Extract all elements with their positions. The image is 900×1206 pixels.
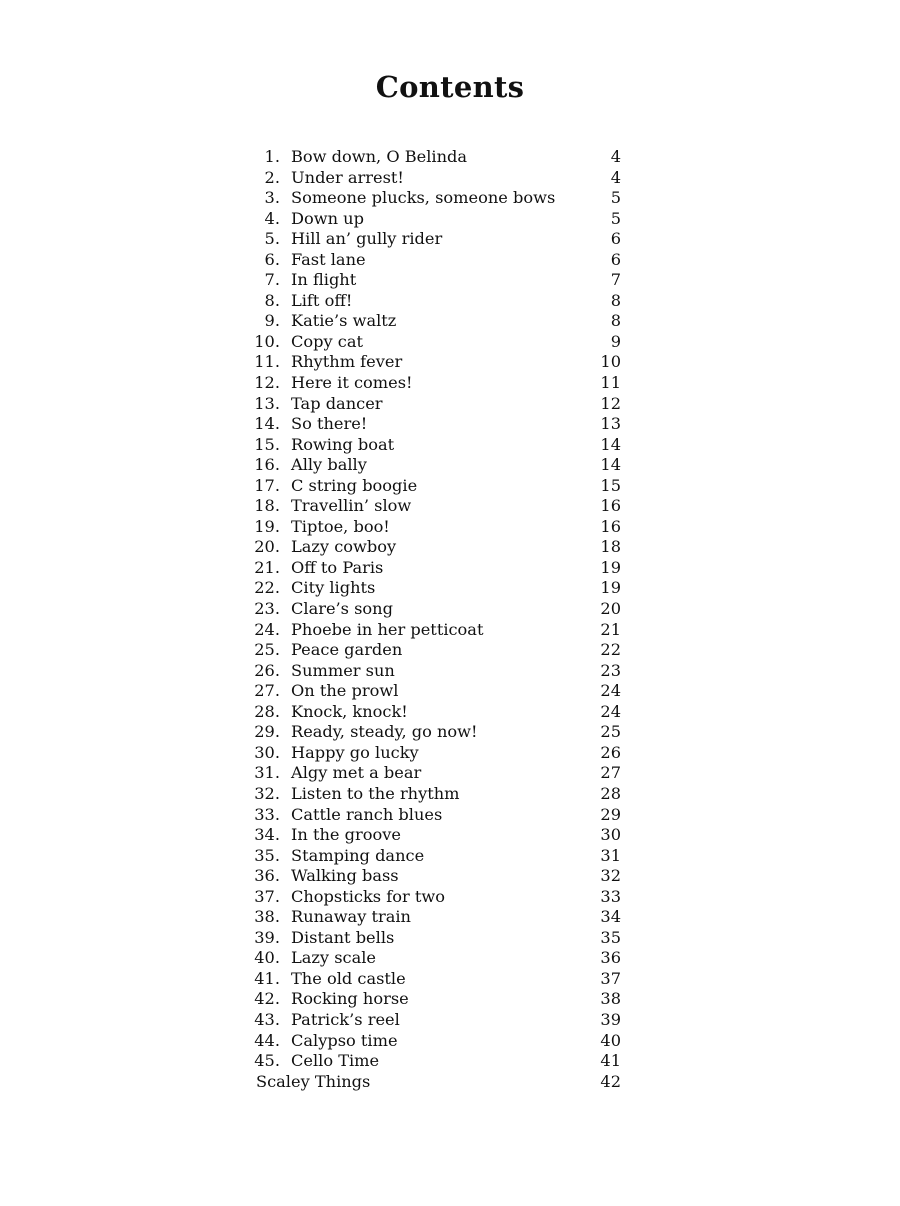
toc-entry-title: In the groove [291, 825, 401, 845]
toc-entry [254, 948, 624, 969]
toc-entry [254, 435, 624, 456]
toc-entry-title: The old castle [291, 968, 406, 988]
toc-entry-page: 18 [600, 537, 621, 557]
toc-entry-title: Someone plucks, someone bows [291, 188, 556, 208]
toc-entry-title: Phoebe in her petticoat [291, 619, 484, 639]
toc-entry-page: 28 [600, 783, 621, 803]
toc-entry [254, 763, 624, 784]
toc-entry [254, 209, 624, 230]
toc-entry-page: 5 [610, 188, 621, 208]
toc-entry-page: 29 [600, 804, 621, 824]
toc-entry-title: So there! [291, 414, 368, 434]
toc-entry-title: Ready, steady, go now! [291, 722, 478, 742]
toc-entry-page: 22 [600, 640, 621, 660]
toc-entry-title: City lights [291, 578, 376, 598]
toc-entry-number: 8. [264, 290, 280, 310]
toc-entry-title: Travellin’ slow [291, 496, 412, 516]
toc-entry-title: Listen to the rhythm [291, 783, 460, 803]
toc-entry-title: Summer sun [291, 660, 395, 680]
toc-entry-page: 4 [610, 167, 621, 187]
toc-entry-page: 31 [600, 845, 621, 865]
toc-entry-number: 24. [254, 619, 280, 639]
toc-entry-page: 19 [600, 578, 621, 598]
toc-entry [254, 455, 624, 476]
toc-entry-page: 30 [600, 825, 621, 845]
toc-entry-number: 10. [254, 331, 280, 351]
page-title: Contents [375, 70, 525, 104]
toc-entry-title: Runaway train [291, 907, 411, 927]
toc-entry-number: 45. [254, 1051, 280, 1071]
toc-entry-number: 4. [264, 208, 280, 228]
toc-entry-page: 32 [600, 866, 621, 886]
toc-entry-number: 5. [264, 229, 280, 249]
toc-entry-number: 29. [254, 722, 280, 742]
toc-entry-page: 16 [600, 496, 621, 516]
toc-entry-page: 8 [610, 290, 621, 310]
toc-entry-title: Distant bells [291, 927, 395, 947]
toc-entry-page: 14 [600, 455, 621, 475]
toc-entry-title: Down up [291, 208, 364, 228]
contents-list [254, 147, 624, 1092]
toc-entry-title: In flight [291, 270, 357, 290]
toc-entry [254, 476, 624, 497]
toc-entry-number: 36. [254, 866, 280, 886]
toc-entry-page: 10 [600, 352, 621, 372]
toc-entry [254, 558, 624, 579]
toc-entry [254, 578, 624, 599]
toc-entry-page: 14 [600, 434, 621, 454]
toc-entry-page: 24 [600, 681, 621, 701]
toc-entry-title: On the prowl [291, 681, 399, 701]
toc-entry-page: 13 [600, 414, 621, 434]
toc-entry-page: 16 [600, 516, 621, 536]
toc-entry-number: 20. [254, 537, 280, 557]
toc-entry [254, 291, 624, 312]
toc-entry-title: Walking bass [291, 866, 399, 886]
toc-entry [254, 414, 624, 435]
toc-entry-page: 5 [610, 208, 621, 228]
toc-entry-page: 27 [600, 763, 621, 783]
toc-entry [254, 620, 624, 641]
toc-entry [254, 270, 624, 291]
toc-entry [254, 537, 624, 558]
toc-entry-title: Peace garden [291, 640, 403, 660]
toc-entry-number: 25. [254, 640, 280, 660]
toc-entry-page: 7 [610, 270, 621, 290]
toc-entry-page: 33 [600, 886, 621, 906]
toc-entry [254, 1031, 624, 1052]
toc-entry [254, 805, 624, 826]
toc-entry-page: 34 [600, 907, 621, 927]
toc-entry-number: 16. [254, 455, 280, 475]
toc-entry [254, 311, 624, 332]
toc-entry-title: Knock, knock! [291, 701, 408, 721]
toc-entry-title: Algy met a bear [291, 763, 422, 783]
toc-entry-page: 35 [600, 927, 621, 947]
toc-entry-number: 6. [264, 249, 280, 269]
toc-entry-page: 21 [600, 619, 621, 639]
toc-entry-appendix [254, 1072, 624, 1093]
toc-entry-number: 22. [254, 578, 280, 598]
toc-entry [254, 907, 624, 928]
toc-entry-title: Lazy scale [291, 948, 377, 968]
toc-entry-number: 17. [254, 475, 280, 495]
toc-entry-title: Fast lane [291, 249, 366, 269]
toc-entry-page: 23 [600, 660, 621, 680]
toc-entry-number: 11. [254, 352, 280, 372]
toc-entry-title: Stamping dance [291, 845, 425, 865]
toc-entry-title: Tiptoe, boo! [291, 516, 390, 536]
toc-entry-page: 36 [600, 948, 621, 968]
toc-entry [254, 866, 624, 887]
toc-entry-title: C string boogie [291, 475, 418, 495]
toc-entry-page: 19 [600, 557, 621, 577]
toc-entry-title: Tap dancer [291, 393, 383, 413]
toc-entry-number: 37. [254, 886, 280, 906]
toc-entry [254, 599, 624, 620]
toc-entry-number: 21. [254, 557, 280, 577]
toc-entry-number: 44. [254, 1030, 280, 1050]
toc-entry-title: Chopsticks for two [291, 886, 445, 906]
toc-entry-title: Ally bally [291, 455, 367, 475]
toc-entry [254, 373, 624, 394]
toc-entry-number: 27. [254, 681, 280, 701]
toc-entry [254, 517, 624, 538]
toc-entry-number: 40. [254, 948, 280, 968]
toc-entry-number: 9. [264, 311, 280, 331]
toc-entry-title: Here it comes! [291, 373, 413, 393]
toc-entry-number: 42. [254, 989, 280, 1009]
toc-entry-page: 38 [600, 989, 621, 1009]
toc-entry [254, 702, 624, 723]
toc-entry-page: 20 [600, 599, 621, 619]
toc-entry-title: Scaley Things [256, 1071, 371, 1091]
toc-entry-page: 41 [600, 1051, 621, 1071]
toc-entry-page: 9 [610, 331, 621, 351]
toc-entry-number: 23. [254, 599, 280, 619]
toc-entry [254, 168, 624, 189]
toc-entry-number: 31. [254, 763, 280, 783]
toc-entry-number: 33. [254, 804, 280, 824]
toc-entry-number: 39. [254, 927, 280, 947]
toc-entry [254, 496, 624, 517]
toc-entry-title: Cattle ranch blues [291, 804, 443, 824]
toc-entry [254, 332, 624, 353]
toc-entry-title: Bow down, O Belinda [291, 147, 468, 166]
toc-entry-number: 30. [254, 742, 280, 762]
toc-entry-title: Cello Time [291, 1051, 380, 1071]
toc-entry-title: Calypso time [291, 1030, 398, 1050]
toc-entry-number: 43. [254, 1009, 280, 1029]
toc-entry [254, 989, 624, 1010]
toc-entry [254, 928, 624, 949]
toc-entry [254, 722, 624, 743]
toc-entry-title: Patrick’s reel [291, 1009, 400, 1029]
toc-entry-title: Rowing boat [291, 434, 395, 454]
toc-entry [254, 640, 624, 661]
toc-entry [254, 969, 624, 990]
toc-entry [254, 1051, 624, 1072]
toc-entry [254, 1010, 624, 1031]
toc-entry-number: 7. [264, 270, 280, 290]
toc-entry-title: Clare’s song [291, 599, 393, 619]
toc-entry [254, 352, 624, 373]
toc-entry [254, 784, 624, 805]
toc-entry [254, 147, 624, 168]
toc-entry-page: 8 [610, 311, 621, 331]
toc-entry [254, 887, 624, 908]
toc-entry-page: 39 [600, 1009, 621, 1029]
toc-entry [254, 250, 624, 271]
toc-entry [254, 825, 624, 846]
toc-entry-page: 25 [600, 722, 621, 742]
toc-entry-number: 41. [254, 968, 280, 988]
toc-entry-page: 4 [610, 147, 621, 166]
toc-entry [254, 681, 624, 702]
toc-entry-number: 2. [264, 167, 280, 187]
toc-entry-title: Katie’s waltz [291, 311, 397, 331]
toc-entry-title: Off to Paris [291, 557, 384, 577]
toc-entry [254, 661, 624, 682]
toc-entry-number: 38. [254, 907, 280, 927]
toc-entry-number: 35. [254, 845, 280, 865]
toc-entry-page: 15 [600, 475, 621, 495]
toc-entry-page: 6 [610, 249, 621, 269]
toc-entry [254, 846, 624, 867]
toc-entry-number: 3. [264, 188, 280, 208]
toc-entry-number: 26. [254, 660, 280, 680]
toc-entry-page: 6 [610, 229, 621, 249]
toc-entry-page: 37 [600, 968, 621, 988]
toc-entry-title: Rhythm fever [291, 352, 403, 372]
toc-entry [254, 188, 624, 209]
toc-entry-number: 19. [254, 516, 280, 536]
toc-entry [254, 229, 624, 250]
toc-entry-title: Under arrest! [291, 167, 404, 187]
toc-entry-number: 12. [254, 373, 280, 393]
toc-entry-title: Copy cat [291, 331, 364, 351]
toc-entry [254, 743, 624, 764]
toc-entry-title: Rocking horse [291, 989, 409, 1009]
toc-entry-number: 18. [254, 496, 280, 516]
toc-entry-page: 11 [600, 373, 621, 393]
toc-entry-page: 12 [600, 393, 621, 413]
toc-entry-number: 32. [254, 783, 280, 803]
toc-entry-number: 1. [264, 147, 280, 166]
toc-entry-page: 26 [600, 742, 621, 762]
toc-entry-number: 13. [254, 393, 280, 413]
toc-entry-number: 14. [254, 414, 280, 434]
toc-entry-number: 34. [254, 825, 280, 845]
toc-entry-page: 24 [600, 701, 621, 721]
toc-entry [254, 394, 624, 415]
toc-entry-page: 40 [600, 1030, 621, 1050]
toc-entry-page: 42 [600, 1071, 621, 1091]
toc-entry-title: Lift off! [291, 290, 353, 310]
toc-entry-title: Lazy cowboy [291, 537, 397, 557]
toc-entry-title: Happy go lucky [291, 742, 419, 762]
toc-entry-title: Hill an’ gully rider [291, 229, 443, 249]
toc-entry-number: 15. [254, 434, 280, 454]
toc-entry-number: 28. [254, 701, 280, 721]
